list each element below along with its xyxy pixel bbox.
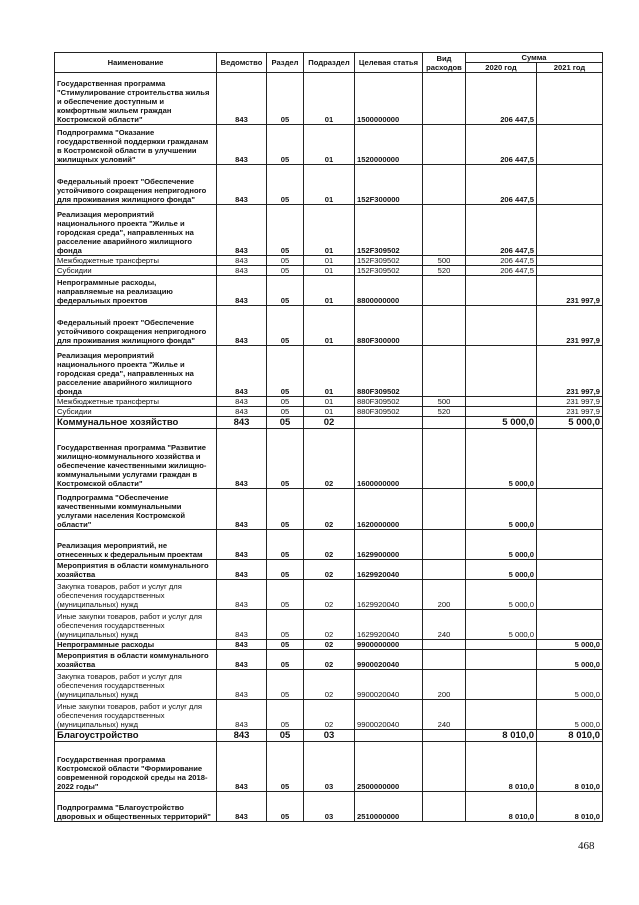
- row-name: Иные закупки товаров, работ и услуг для обеспечения государственных (муниципальных) нужд: [55, 700, 217, 730]
- row-section: 05: [267, 640, 304, 650]
- table-row: [55, 165, 603, 205]
- table-row: [55, 407, 603, 417]
- row-dept: 843: [217, 792, 267, 822]
- row-sum-2021: [537, 205, 603, 256]
- table-row: [55, 700, 603, 730]
- row-section: 05: [267, 205, 304, 256]
- table-row: [55, 580, 603, 610]
- row-target: 152F300000: [355, 165, 423, 205]
- row-sum-2020: [466, 640, 537, 650]
- row-name: Субсидии: [55, 407, 217, 417]
- row-sum-2020: [466, 397, 537, 407]
- row-section: 05: [267, 346, 304, 397]
- table-row: [55, 266, 603, 276]
- row-name: Государственная программа "Развитие жилищно-коммунального хозяйства и обеспечение качественными жилищно-коммунальными услугами граждан в Костромской области": [55, 429, 217, 489]
- row-exp-type: [423, 730, 466, 742]
- row-name: Реализация мероприятий национального проекта "Жилье и городская среда", направленных на расселение аварийного жилищного фонда: [55, 346, 217, 397]
- row-sum-2021: 8 010,0: [537, 730, 603, 742]
- row-name: Подпрограмма "Оказание государственной поддержки гражданам в Костромской области в улучшении жилищных условий": [55, 125, 217, 165]
- row-sum-2020: [466, 276, 537, 306]
- row-target: 880F309502: [355, 346, 423, 397]
- row-name: Государственная программа Костромской области "Формирование современной городской среды на 2018-2022 годы": [55, 742, 217, 792]
- row-exp-type: 520: [423, 407, 466, 417]
- row-section: 05: [267, 266, 304, 276]
- row-section: 05: [267, 276, 304, 306]
- table-row: [55, 670, 603, 700]
- row-sum-2021: 231 997,9: [537, 397, 603, 407]
- row-sum-2020: 8 010,0: [466, 742, 537, 792]
- row-dept: 843: [217, 429, 267, 489]
- row-sum-2020: 5 000,0: [466, 489, 537, 530]
- row-target: 152F309502: [355, 256, 423, 266]
- row-exp-type: 500: [423, 256, 466, 266]
- row-exp-type: [423, 417, 466, 429]
- row-sum-2021: 5 000,0: [537, 670, 603, 700]
- row-dept: 843: [217, 560, 267, 580]
- row-name: Субсидии: [55, 266, 217, 276]
- budget-table: [54, 52, 603, 822]
- row-sum-2020: 8 010,0: [466, 792, 537, 822]
- row-dept: 843: [217, 417, 267, 429]
- table-row: [55, 205, 603, 256]
- row-name: Реализация мероприятий национального проекта "Жилье и городская среда", направленных на расселение аварийного жилищного фонда: [55, 205, 217, 256]
- row-target: 9900020040: [355, 670, 423, 700]
- row-target: [355, 730, 423, 742]
- row-name: Благоустройство: [55, 730, 217, 742]
- row-exp-type: [423, 276, 466, 306]
- row-exp-type: [423, 489, 466, 530]
- row-dept: 843: [217, 580, 267, 610]
- row-section: 05: [267, 125, 304, 165]
- row-section: 05: [267, 306, 304, 346]
- row-subsection: 01: [304, 266, 355, 276]
- row-section: 05: [267, 165, 304, 205]
- row-sum-2021: 5 000,0: [537, 650, 603, 670]
- row-sum-2021: 8 010,0: [537, 742, 603, 792]
- row-sum-2021: [537, 256, 603, 266]
- row-dept: 843: [217, 650, 267, 670]
- row-section: 05: [267, 73, 304, 125]
- row-dept: 843: [217, 700, 267, 730]
- table-row: [55, 306, 603, 346]
- row-exp-type: [423, 560, 466, 580]
- row-section: 05: [267, 580, 304, 610]
- row-name: Федеральный проект "Обеспечение устойчивого сокращения непригодного для проживания жилищного фонда": [55, 165, 217, 205]
- row-subsection: 03: [304, 742, 355, 792]
- row-sum-2021: [537, 580, 603, 610]
- row-target: 9900020040: [355, 700, 423, 730]
- row-sum-2021: [537, 266, 603, 276]
- row-section: 05: [267, 397, 304, 407]
- row-subsection: 01: [304, 397, 355, 407]
- row-name: Государственная программа "Стимулирование строительства жилья и обеспечение доступным и комфортным жильем граждан Костромской области": [55, 73, 217, 125]
- row-section: 05: [267, 700, 304, 730]
- row-target: 880F309502: [355, 397, 423, 407]
- row-sum-2021: [537, 125, 603, 165]
- row-sum-2021: [537, 610, 603, 640]
- row-exp-type: [423, 429, 466, 489]
- row-section: 05: [267, 560, 304, 580]
- header-2020: 2020 год: [466, 63, 537, 73]
- table-row: [55, 742, 603, 792]
- row-subsection: 03: [304, 730, 355, 742]
- row-target: 152F309502: [355, 266, 423, 276]
- row-target: 1629920040: [355, 560, 423, 580]
- row-dept: 843: [217, 530, 267, 560]
- row-name: Закупка товаров, работ и услуг для обеспечения государственных (муниципальных) нужд: [55, 670, 217, 700]
- row-sum-2020: 206 447,5: [466, 73, 537, 125]
- row-dept: 843: [217, 346, 267, 397]
- header-dept: Ведомство: [217, 53, 267, 73]
- table-row: [55, 530, 603, 560]
- row-dept: 843: [217, 256, 267, 266]
- row-dept: 843: [217, 670, 267, 700]
- row-sum-2021: [537, 489, 603, 530]
- row-section: 05: [267, 742, 304, 792]
- table-row: [55, 346, 603, 397]
- row-target: 2510000000: [355, 792, 423, 822]
- table-row: [55, 489, 603, 530]
- row-subsection: 01: [304, 73, 355, 125]
- row-subsection: 02: [304, 417, 355, 429]
- row-subsection: 01: [304, 346, 355, 397]
- row-sum-2021: 231 997,9: [537, 407, 603, 417]
- row-sum-2020: [466, 306, 537, 346]
- table-row: [55, 73, 603, 125]
- header-subsection: Подраздел: [304, 53, 355, 73]
- row-name: Коммунальное хозяйство: [55, 417, 217, 429]
- row-sum-2021: 5 000,0: [537, 640, 603, 650]
- row-subsection: 01: [304, 407, 355, 417]
- row-name: Подпрограмма "Благоустройство дворовых и общественных территорий": [55, 792, 217, 822]
- row-dept: 843: [217, 125, 267, 165]
- row-exp-type: [423, 742, 466, 792]
- row-subsection: 02: [304, 530, 355, 560]
- row-sum-2021: [537, 429, 603, 489]
- row-exp-type: [423, 205, 466, 256]
- row-name: Федеральный проект "Обеспечение устойчивого сокращения непригодного для проживания жилищного фонда": [55, 306, 217, 346]
- row-sum-2021: [537, 165, 603, 205]
- row-subsection: 02: [304, 489, 355, 530]
- row-exp-type: [423, 530, 466, 560]
- row-name: Межбюджетные трансферты: [55, 397, 217, 407]
- row-exp-type: 200: [423, 580, 466, 610]
- row-section: 05: [267, 792, 304, 822]
- row-subsection: 01: [304, 306, 355, 346]
- row-name: Межбюджетные трансферты: [55, 256, 217, 266]
- row-target: [355, 417, 423, 429]
- row-exp-type: [423, 640, 466, 650]
- row-sum-2020: 206 447,5: [466, 266, 537, 276]
- row-dept: 843: [217, 73, 267, 125]
- row-target: 9900000000: [355, 640, 423, 650]
- row-sum-2020: 206 447,5: [466, 125, 537, 165]
- row-dept: 843: [217, 489, 267, 530]
- row-target: 8800000000: [355, 276, 423, 306]
- row-sum-2020: 206 447,5: [466, 205, 537, 256]
- row-sum-2020: [466, 650, 537, 670]
- row-subsection: 02: [304, 560, 355, 580]
- row-sum-2021: 231 997,9: [537, 346, 603, 397]
- row-section: 05: [267, 407, 304, 417]
- row-sum-2020: [466, 700, 537, 730]
- row-target: 1600000000: [355, 429, 423, 489]
- row-target: 1629920040: [355, 580, 423, 610]
- row-name: Непрограммные расходы: [55, 640, 217, 650]
- row-dept: 843: [217, 276, 267, 306]
- row-sum-2020: 5 000,0: [466, 429, 537, 489]
- row-section: 05: [267, 489, 304, 530]
- table-row: [55, 560, 603, 580]
- row-exp-type: [423, 792, 466, 822]
- header-name: Наименование: [55, 53, 217, 73]
- row-section: 05: [267, 417, 304, 429]
- header-target: Целевая статья: [355, 53, 423, 73]
- row-subsection: 02: [304, 429, 355, 489]
- row-target: 1629900000: [355, 530, 423, 560]
- row-exp-type: [423, 346, 466, 397]
- table-row: [55, 650, 603, 670]
- row-target: 2500000000: [355, 742, 423, 792]
- row-name: Подпрограмма "Обеспечение качественными коммунальными услугами населения Костромской области": [55, 489, 217, 530]
- row-subsection: 02: [304, 580, 355, 610]
- row-exp-type: [423, 650, 466, 670]
- row-name: Реализация мероприятий, не отнесенных к федеральным проектам: [55, 530, 217, 560]
- row-exp-type: 200: [423, 670, 466, 700]
- row-subsection: 01: [304, 276, 355, 306]
- row-exp-type: 240: [423, 610, 466, 640]
- row-dept: 843: [217, 742, 267, 792]
- row-subsection: 02: [304, 700, 355, 730]
- header-2021: 2021 год: [537, 63, 603, 73]
- table-row: [55, 730, 603, 742]
- row-name: Мероприятия в области коммунального хозяйства: [55, 650, 217, 670]
- row-subsection: 01: [304, 125, 355, 165]
- table-row: [55, 429, 603, 489]
- row-subsection: 01: [304, 256, 355, 266]
- row-exp-type: [423, 73, 466, 125]
- row-dept: 843: [217, 610, 267, 640]
- page-number: 468: [578, 840, 595, 852]
- table-body: [55, 73, 603, 822]
- row-sum-2020: 206 447,5: [466, 256, 537, 266]
- table-row: [55, 792, 603, 822]
- row-name: Мероприятия в области коммунального хозяйства: [55, 560, 217, 580]
- row-sum-2020: 5 000,0: [466, 560, 537, 580]
- row-section: 05: [267, 256, 304, 266]
- table-row: [55, 610, 603, 640]
- row-subsection: 01: [304, 165, 355, 205]
- row-dept: 843: [217, 640, 267, 650]
- row-sum-2021: [537, 530, 603, 560]
- row-target: 880F300000: [355, 306, 423, 346]
- row-target: 1500000000: [355, 73, 423, 125]
- row-sum-2021: 5 000,0: [537, 417, 603, 429]
- row-sum-2020: [466, 346, 537, 397]
- row-section: 05: [267, 650, 304, 670]
- row-sum-2020: 5 000,0: [466, 580, 537, 610]
- row-dept: 843: [217, 407, 267, 417]
- row-target: 1620000000: [355, 489, 423, 530]
- row-section: 05: [267, 610, 304, 640]
- header-section: Раздел: [267, 53, 304, 73]
- header-exp-type: Вид расходов: [423, 53, 466, 73]
- row-target: 1520000000: [355, 125, 423, 165]
- table-row: [55, 256, 603, 266]
- table-row: [55, 276, 603, 306]
- row-exp-type: 500: [423, 397, 466, 407]
- row-target: 1629920040: [355, 610, 423, 640]
- table-row: [55, 125, 603, 165]
- row-name: Иные закупки товаров, работ и услуг для обеспечения государственных (муниципальных) нужд: [55, 610, 217, 640]
- table-row: [55, 397, 603, 407]
- row-sum-2021: [537, 560, 603, 580]
- row-sum-2020: [466, 407, 537, 417]
- row-name: Непрограммные расходы, направляемые на реализацию федеральных проектов: [55, 276, 217, 306]
- row-dept: 843: [217, 306, 267, 346]
- row-name: Закупка товаров, работ и услуг для обеспечения государственных (муниципальных) нужд: [55, 580, 217, 610]
- row-exp-type: [423, 306, 466, 346]
- row-dept: 843: [217, 266, 267, 276]
- row-target: 880F309502: [355, 407, 423, 417]
- row-sum-2021: 231 997,9: [537, 306, 603, 346]
- row-exp-type: 520: [423, 266, 466, 276]
- row-sum-2020: 8 010,0: [466, 730, 537, 742]
- row-exp-type: 240: [423, 700, 466, 730]
- row-subsection: 01: [304, 205, 355, 256]
- row-sum-2021: 8 010,0: [537, 792, 603, 822]
- header-sum: Сумма: [466, 53, 603, 63]
- row-dept: 843: [217, 730, 267, 742]
- row-exp-type: [423, 165, 466, 205]
- row-sum-2020: [466, 670, 537, 700]
- row-dept: 843: [217, 205, 267, 256]
- table-row: [55, 417, 603, 429]
- row-target: 9900020040: [355, 650, 423, 670]
- table-row: [55, 640, 603, 650]
- row-section: 05: [267, 429, 304, 489]
- row-sum-2020: 5 000,0: [466, 417, 537, 429]
- row-sum-2021: [537, 73, 603, 125]
- row-subsection: 02: [304, 670, 355, 700]
- row-section: 05: [267, 530, 304, 560]
- row-exp-type: [423, 125, 466, 165]
- row-subsection: 02: [304, 610, 355, 640]
- row-dept: 843: [217, 397, 267, 407]
- row-section: 05: [267, 730, 304, 742]
- row-sum-2020: 206 447,5: [466, 165, 537, 205]
- row-subsection: 02: [304, 640, 355, 650]
- row-subsection: 03: [304, 792, 355, 822]
- row-sum-2021: 5 000,0: [537, 700, 603, 730]
- row-dept: 843: [217, 165, 267, 205]
- row-sum-2021: 231 997,9: [537, 276, 603, 306]
- row-sum-2020: 5 000,0: [466, 610, 537, 640]
- row-target: 152F309502: [355, 205, 423, 256]
- row-sum-2020: 5 000,0: [466, 530, 537, 560]
- row-subsection: 02: [304, 650, 355, 670]
- row-section: 05: [267, 670, 304, 700]
